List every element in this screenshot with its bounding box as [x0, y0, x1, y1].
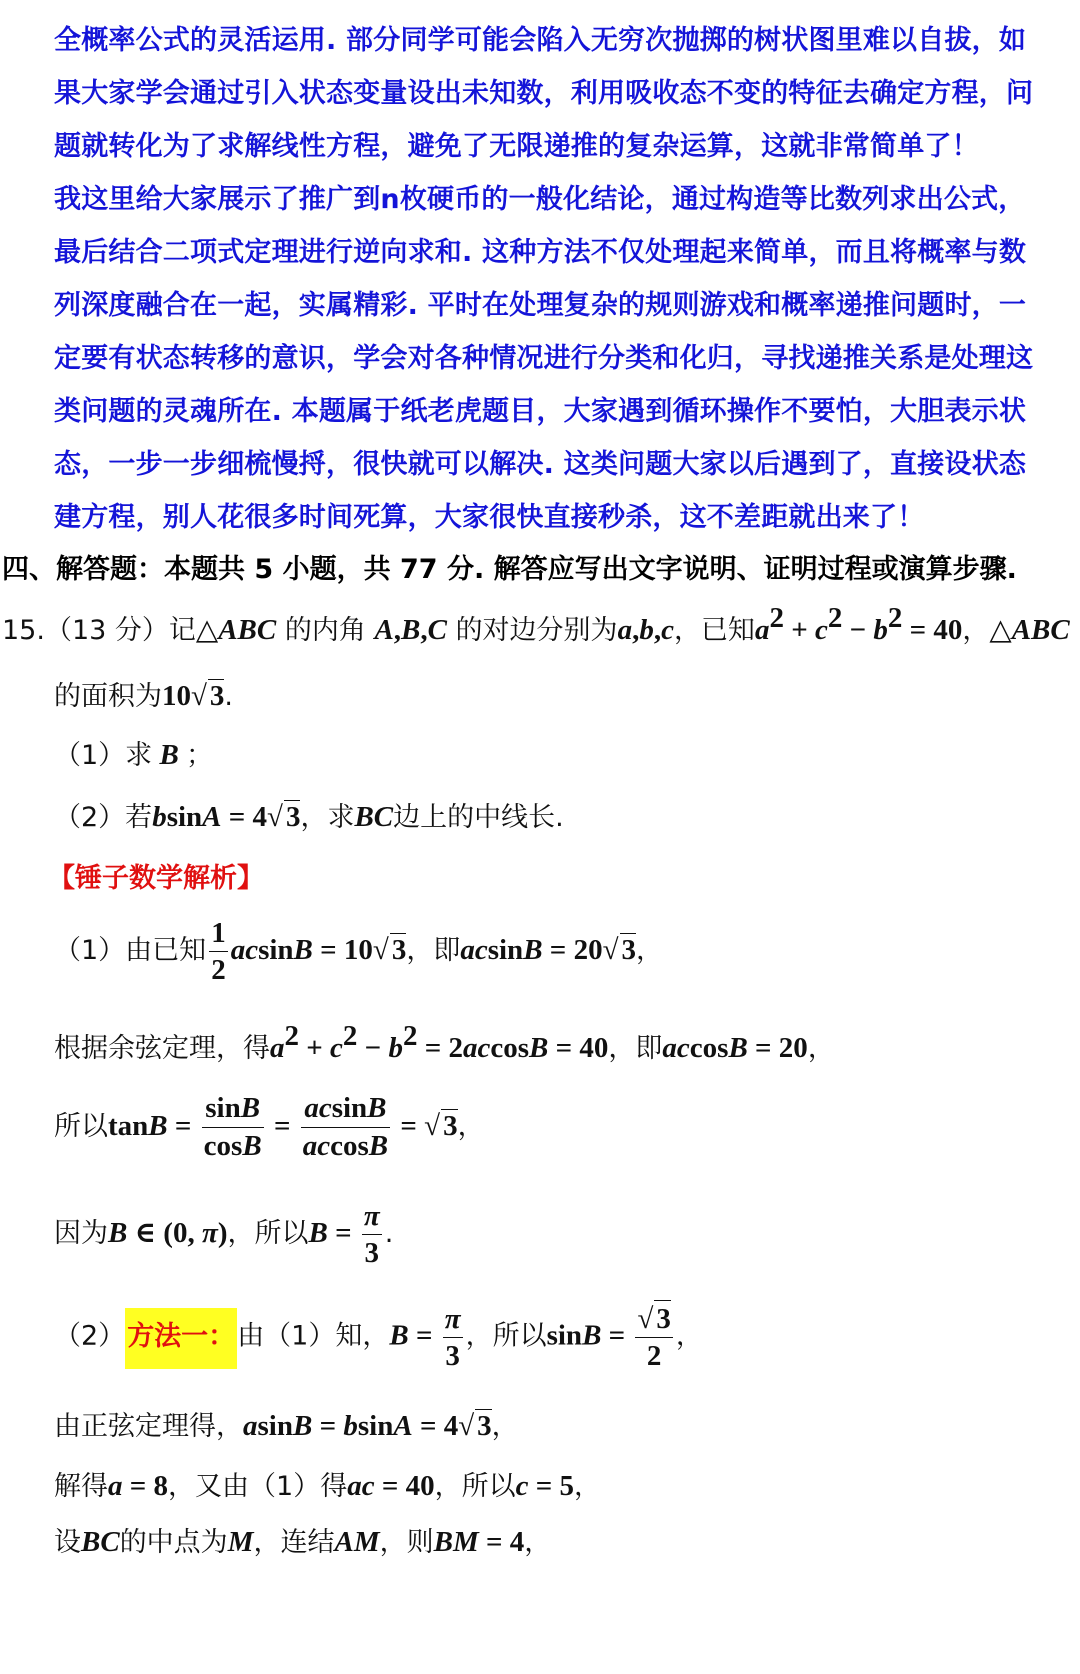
problem-part-1: （1）求 B ；	[54, 739, 214, 771]
commentary-line: 定要有状态转移的意识，学会对各种情况进行分类和化归，寻找递推关系是处理这	[54, 343, 1034, 374]
solution-step-6: 由正弦定理得，asinB = bsinA = 4√ 3，	[54, 1410, 519, 1442]
problem-part-2: （2）若bsinA = 4√ 3，求BC边上的中线长.	[54, 801, 564, 833]
solution-step-7: 解得a = 8，又由（1）得ac = 40，所以c = 5，	[54, 1470, 602, 1502]
commentary-line: 我这里给大家展示了推广到n枚硬币的一般化结论，通过构造等比数列求出公式，	[54, 184, 1026, 215]
method-one-label: 方法一：	[125, 1308, 237, 1369]
section-heading: 四、解答题：本题共 5 小题，共 77 分. 解答应写出文字说明、证明过程或演算步骤.	[2, 554, 1017, 585]
commentary-line: 类问题的灵魂所在. 本题属于纸老虎题目，大家遇到循环操作不要怕，大胆表示状	[54, 396, 1027, 427]
solution-step-4: 因为B ∈ (0, π)，所以B = $\frac{\pi}{3}$ .	[54, 1200, 394, 1269]
commentary-line: 列深度融合在一起，实属精彩. 平时在处理复杂的规则游戏和概率递推问题时，一	[54, 290, 1027, 321]
problem-statement: 15.（13 分）记△ABC 的内角 A,B,C 的对边分别为a,b,c，已知$a^2 + c^2 - b^2 = 40$，△ABC	[2, 602, 1070, 646]
solution-step-1: （1）由已知 $\frac{1}{2}$ acsinB = 10√ 3，即acsinB = 20√ 3，	[54, 917, 663, 986]
commentary-line: 建方程，别人花很多时间死算，大家很快直接秒杀，这不差距就出来了！	[54, 502, 925, 533]
commentary-line: 态，一步一步细梳慢捋，很快就可以解决. 这类问题大家以后遇到了，直接设状态	[54, 449, 1027, 480]
solution-step-3: 所以tanB = $\frac{\sin B}{\cos B}$ = $\frac{acsinB}{accosB}$ = √ 3，	[54, 1092, 485, 1162]
commentary-line: 全概率公式的灵活运用. 部分同学可能会陷入无穷次抛掷的树状图里难以自拔，如	[54, 25, 1027, 56]
problem-statement-cont: 的面积为10√ 3.	[54, 680, 234, 712]
commentary-line: 最后结合二项式定理进行逆向求和. 这种方法不仅处理起来简单，而且将概率与数	[54, 237, 1027, 268]
commentary-line: 题就转化为了求解线性方程，避免了无限递推的复杂运算，这就非常简单了！	[54, 131, 979, 162]
analysis-heading: 【锤子数学解析】	[48, 863, 264, 894]
solution-step-2: 根据余弦定理，得$a^2 + c^2 - b^2 = 2accosB = 40$，即accosB = 20，	[54, 1020, 835, 1064]
solution-step-5: （2）方法一：由（1）知，B = $\frac{\pi}{3}$ ，所以sinB = $\frac{√ 3}{2}$ ，	[54, 1300, 703, 1374]
commentary-line: 果大家学会通过引入状态变量设出未知数，利用吸收态不变的特征去确定方程，问	[54, 78, 1034, 109]
solution-step-8: 设BC的中点为M，连结AM，则BM = 4，	[54, 1526, 552, 1558]
